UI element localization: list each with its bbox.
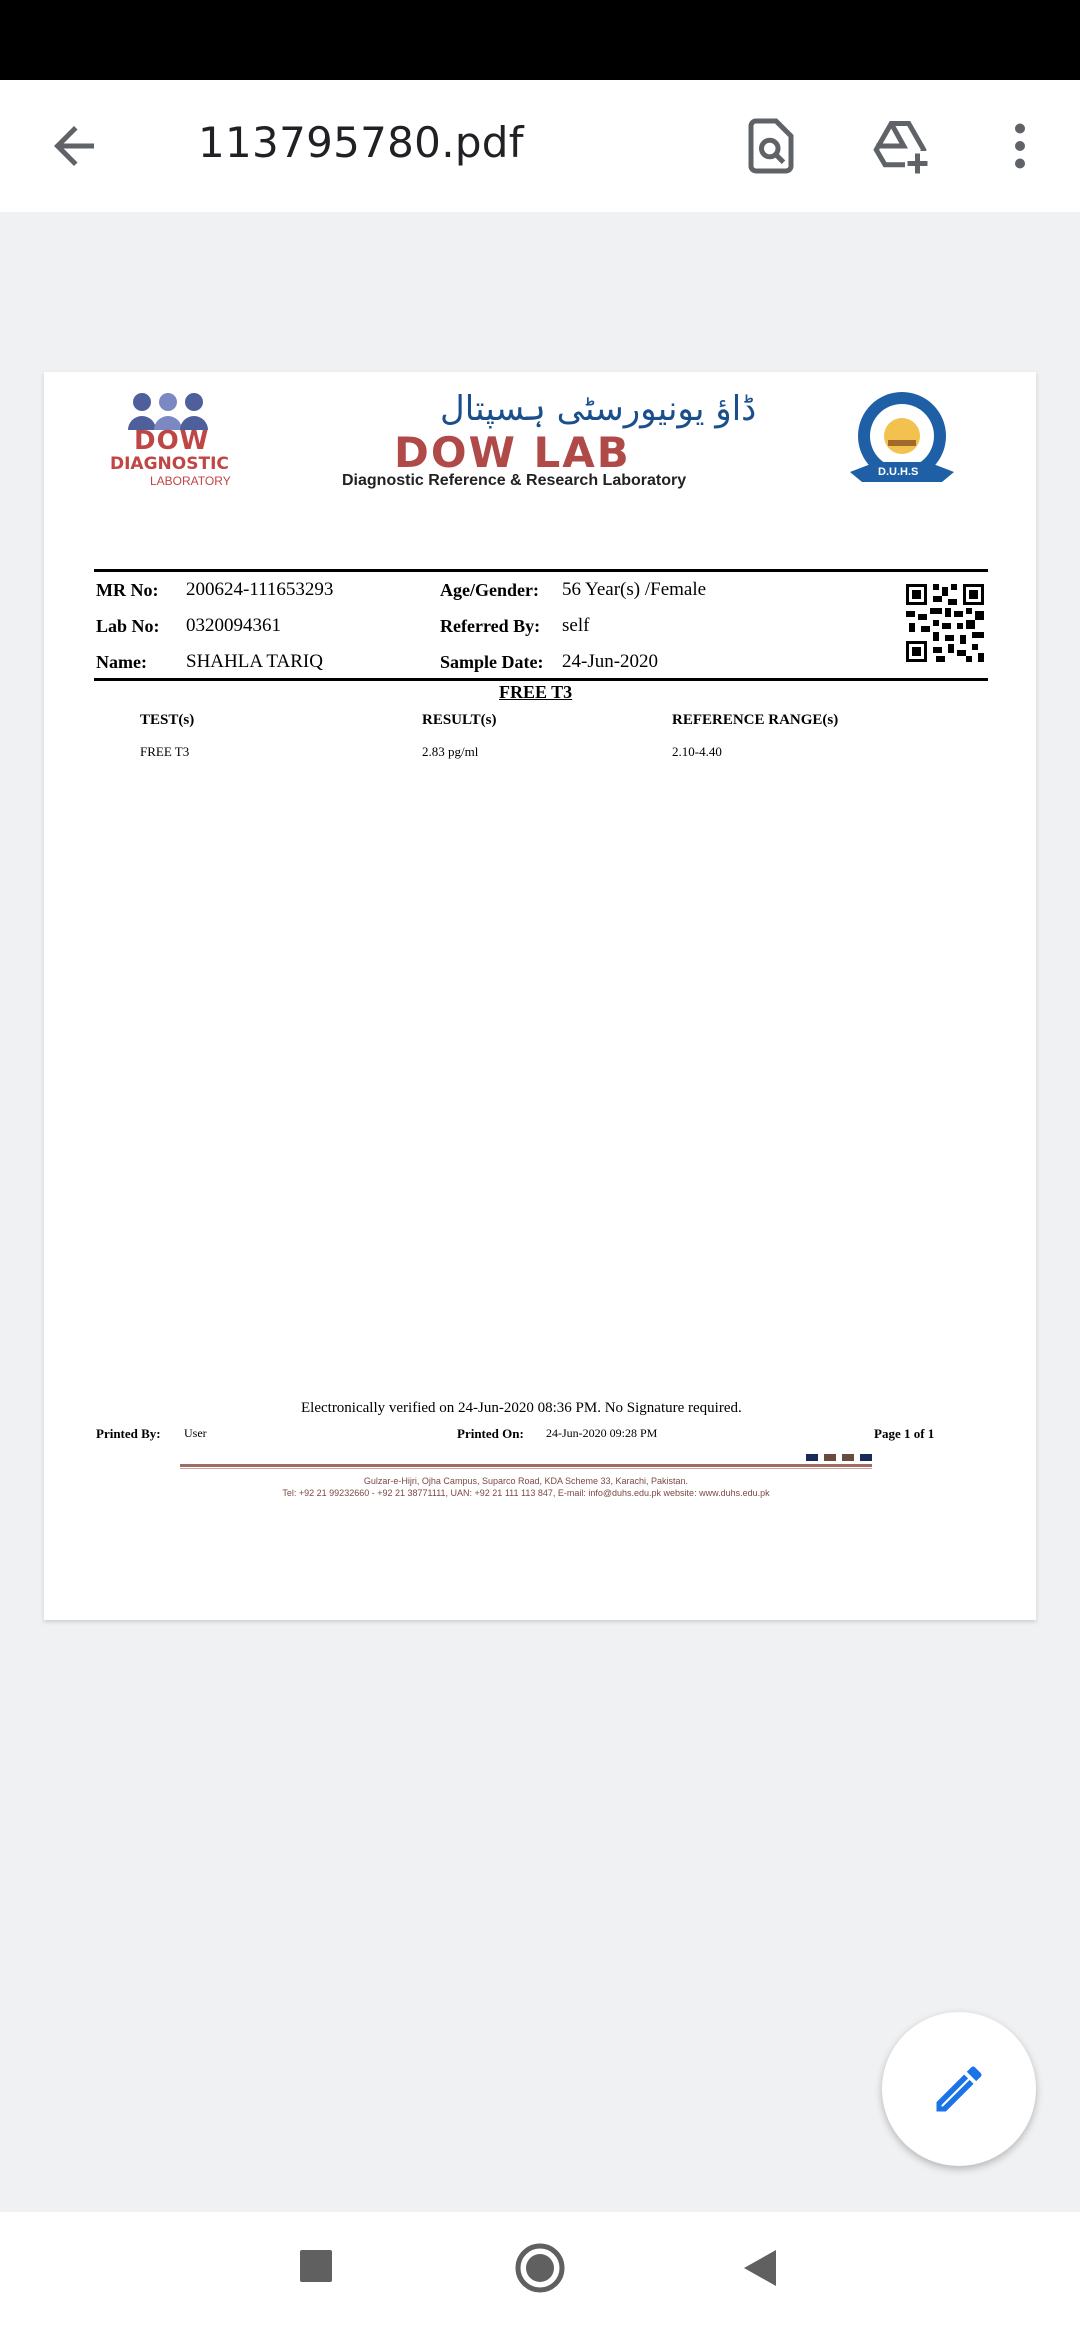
printed-by-value: User xyxy=(184,1426,207,1440)
back-nav-icon[interactable] xyxy=(740,2248,780,2288)
age-gender-value: 56 Year(s) /Female xyxy=(562,579,707,600)
more-vert-icon[interactable] xyxy=(990,116,1050,176)
table-header-range: REFERENCE RANGE(s) xyxy=(672,712,839,728)
lab-no-label: Lab No: xyxy=(96,616,160,636)
seal-text: D.U.H.S xyxy=(878,466,919,478)
divider xyxy=(94,678,988,681)
sample-date-value: 24-Jun-2020 xyxy=(562,651,659,672)
table-cell-test: FREE T3 xyxy=(140,744,190,759)
name-label: Name: xyxy=(96,652,147,672)
edit-button[interactable] xyxy=(882,2012,1036,2166)
back-arrow-icon[interactable] xyxy=(44,116,104,176)
lab-no-value: 0320094361 xyxy=(186,615,281,636)
table-header-result: RESULT(s) xyxy=(422,712,497,728)
printed-on-value: 24-Jun-2020 09:28 PM xyxy=(546,1426,658,1440)
lab-name: DOW LAB xyxy=(394,428,631,477)
duhs-seal xyxy=(844,388,960,500)
app-bar xyxy=(0,80,1080,212)
referred-by-label: Referred By: xyxy=(440,616,541,636)
lab-subtitle: Diagnostic Reference & Research Laboratory xyxy=(342,472,687,489)
system-nav-bar xyxy=(0,2212,1080,2340)
referred-by-value: self xyxy=(562,615,590,636)
table-header-test: TEST(s) xyxy=(140,712,195,728)
pdf-page xyxy=(44,372,1036,1620)
address-line: Gulzar-e-Hijri, Ojha Campus, Suparco Road, KDA Scheme 33, Karachi, Pakistan. xyxy=(363,1476,689,1486)
home-icon[interactable] xyxy=(514,2242,566,2294)
printed-by-label: Printed By: xyxy=(96,1426,161,1441)
dow-diagnostic-logo: DOW DIAGNOSTIC LABORATORY xyxy=(110,390,240,490)
status-bar xyxy=(0,0,1080,80)
mr-no-label: MR No: xyxy=(96,580,159,600)
urdu-hospital-name: ڈاؤ یونیورسٹی ہسپتال xyxy=(440,389,757,429)
divider xyxy=(94,569,988,572)
footer-rule xyxy=(180,1464,872,1467)
add-to-drive-icon[interactable] xyxy=(870,116,930,176)
qr-code xyxy=(906,584,984,662)
find-in-document-icon[interactable] xyxy=(741,116,801,176)
verification-note: Electronically verified on 24-Jun-2020 08:36 PM. No Signature required. xyxy=(301,1400,742,1416)
section-title: FREE T3 xyxy=(499,682,573,702)
age-gender-label: Age/Gender: xyxy=(440,580,539,600)
recents-icon[interactable] xyxy=(298,2248,334,2284)
name-value: SHAHLA TARIQ xyxy=(186,651,323,672)
pencil-icon xyxy=(929,2059,989,2119)
color-bars xyxy=(806,1454,872,1462)
contact-line: Tel: +92 21 99232660 - +92 21 38771111, UAN: +92 21 111 113 847, E-mail: info@duhs.edu.pk website: www.duhs.edu.pk xyxy=(282,1488,770,1498)
page-number: Page 1 of 1 xyxy=(874,1426,935,1441)
document-title: 113795780.pdf xyxy=(198,118,524,167)
footer-rule-thin xyxy=(180,1468,872,1469)
people-icon xyxy=(110,390,240,430)
sample-date-label: Sample Date: xyxy=(440,652,544,672)
table-cell-result: 2.83 pg/ml xyxy=(422,744,479,759)
mr-no-value: 200624-111653293 xyxy=(186,579,334,600)
printed-on-label: Printed On: xyxy=(457,1426,524,1441)
table-cell-range: 2.10-4.40 xyxy=(672,744,722,759)
